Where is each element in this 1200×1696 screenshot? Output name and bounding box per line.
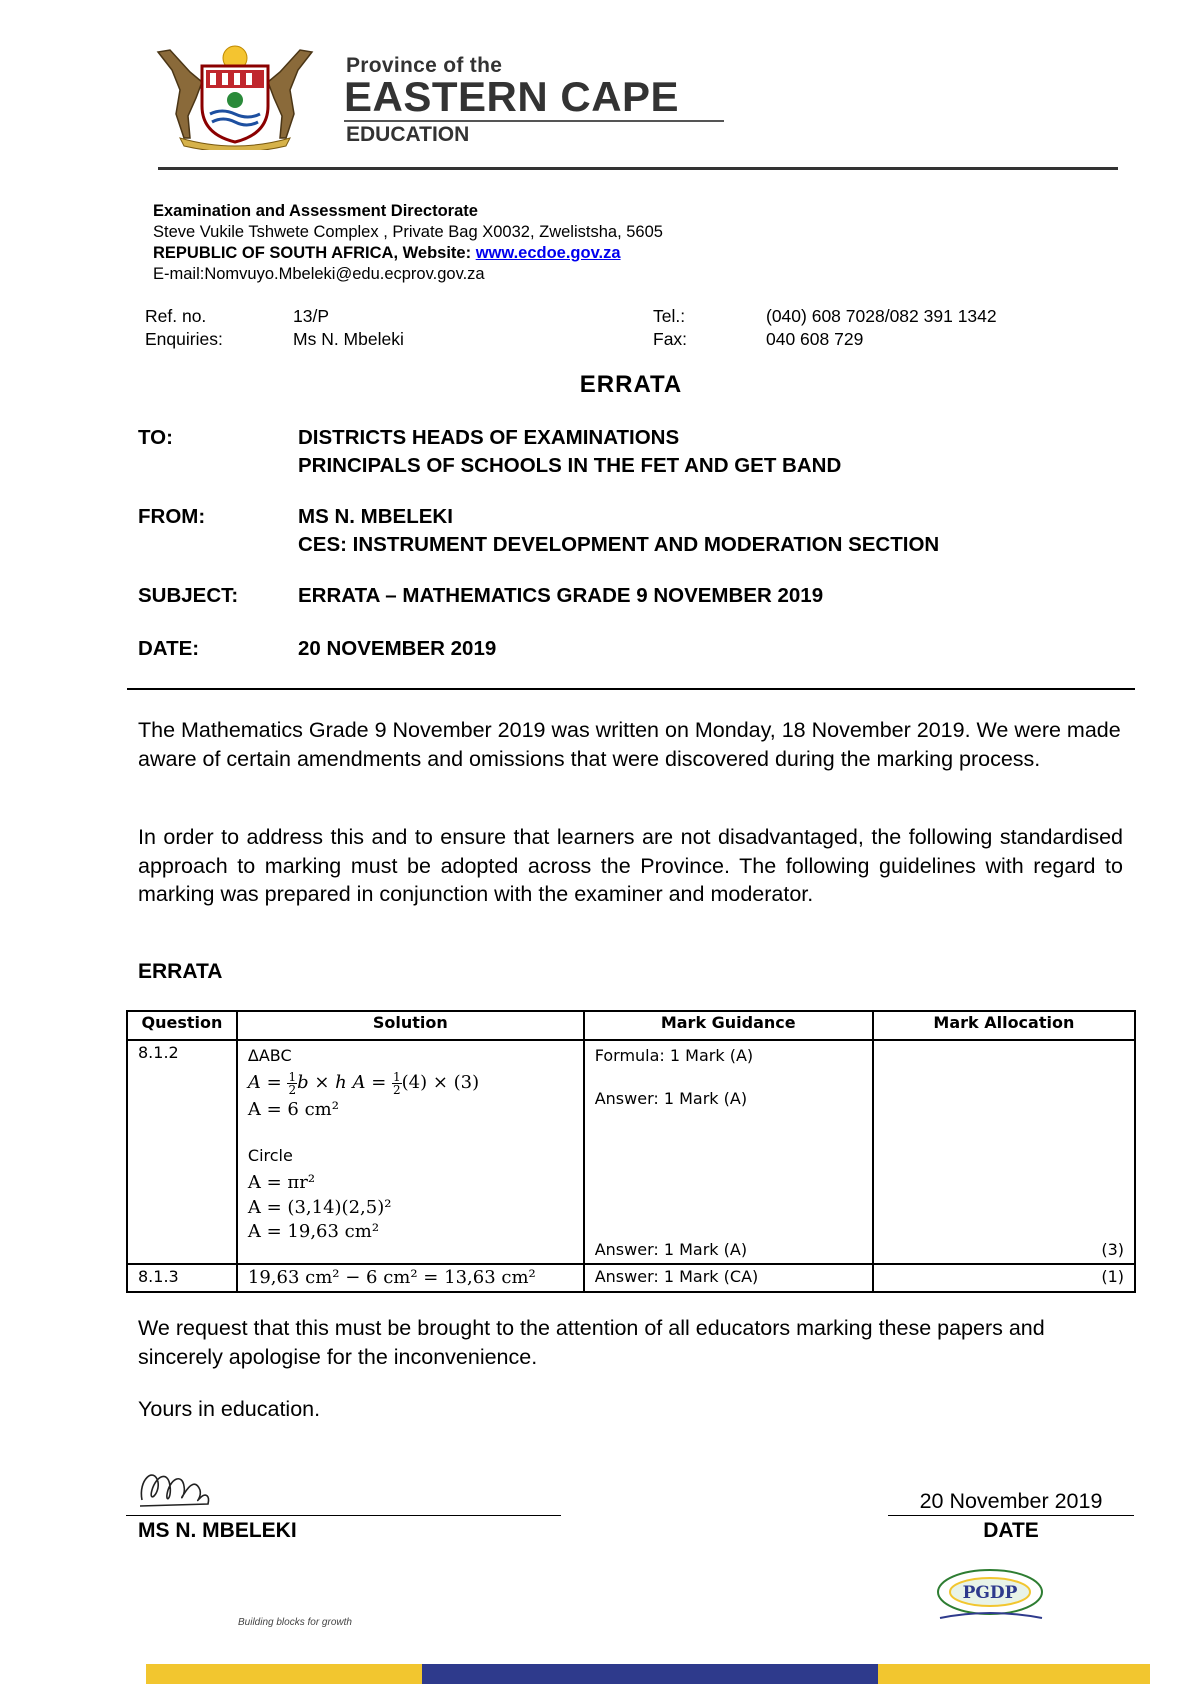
to-line-2: PRINCIPALS OF SCHOOLS IN THE FET AND GET BAND <box>298 454 842 477</box>
header-solution: Solution <box>237 1011 584 1040</box>
ref-value: 13/P <box>293 306 329 326</box>
allocation-value: (3) <box>1101 1240 1124 1259</box>
guidance-cell <box>584 1040 873 1264</box>
table-row <box>127 1264 1135 1292</box>
province-of-label: Province of the <box>346 54 503 77</box>
ref-values <box>293 305 404 351</box>
footer-bar-blue <box>422 1664 878 1684</box>
signed-date: 20 November 2019 <box>919 1489 1103 1513</box>
signature-line <box>126 1515 561 1516</box>
date-value: 20 NOVEMBER 2019 <box>298 637 497 660</box>
date-line <box>888 1515 1134 1516</box>
header-mark-allocation: Mark Allocation <box>873 1011 1135 1040</box>
allocation-cell <box>873 1040 1135 1264</box>
from-label: FROM: <box>138 505 206 528</box>
solution-cell <box>237 1264 584 1292</box>
table-row <box>127 1040 1135 1264</box>
allocation-cell: (1) <box>873 1264 1135 1292</box>
to-line-1: DISTRICTS HEADS OF EXAMINATIONS <box>298 426 680 449</box>
email-address: E-mail:Nomvuyo.Mbeleki@edu.ecprov.gov.za <box>153 265 485 283</box>
document-title: ERRATA <box>579 371 683 398</box>
circle-area-formula: A = πr² <box>247 1172 316 1193</box>
difference-solution: 19,63 cm² − 6 cm² = 13,63 cm² <box>247 1267 536 1288</box>
handwritten-signature <box>134 1460 224 1516</box>
approach-paragraph: In order to address this and to ensure that learners are not disadvantaged, the following standardised approach to marking must be adopted across the Province. The following guidelines with regard to marking was prepared in conjunction with the examiner and moderator. <box>138 825 1123 906</box>
request-paragraph: We request that this must be brought to the attention of all educators marking these papers and sincerely apologise for the inconvenience. <box>138 1316 1045 1369</box>
coat-of-arms-logo <box>150 42 320 150</box>
errata-section-title: ERRATA <box>138 960 223 983</box>
ref-label: Ref. no. <box>145 306 207 326</box>
guidance-answer: Answer: 1 Mark (A) <box>594 1240 748 1259</box>
pgdp-logo <box>930 1568 1050 1624</box>
footer-bar-yellow-right <box>878 1664 1150 1684</box>
to-recipients <box>298 424 841 480</box>
footer-tagline: Building blocks for growth <box>238 1617 352 1628</box>
solution-cell <box>237 1040 584 1264</box>
circle-area-substitution: A = (3,14)(2,5)² <box>247 1197 392 1218</box>
signed-date-label: DATE <box>983 1519 1039 1542</box>
country-line <box>153 243 663 264</box>
errata-table <box>126 1010 1136 1293</box>
header-rule <box>158 167 1118 170</box>
closing-line: Yours in education. <box>138 1397 321 1421</box>
to-label: TO: <box>138 426 173 449</box>
pgdp-logo-text: PGDP <box>962 1583 1018 1603</box>
intro-paragraph: The Mathematics Grade 9 November 2019 was written on Monday, 18 November 2019. We were made aware of certain amendments and omissions that were discovered during the marking process. <box>138 718 1121 771</box>
enquiries-value: Ms N. Mbeleki <box>293 329 404 349</box>
from-sender <box>298 503 939 559</box>
footer-bar-yellow-left <box>146 1664 422 1684</box>
triangle-area-result: A = 6 cm² <box>247 1099 339 1120</box>
guidance-formula: Formula: 1 Mark (A) <box>594 1046 754 1065</box>
fax-value: 040 608 729 <box>766 329 864 349</box>
subject-label: SUBJECT: <box>138 584 239 607</box>
address-block <box>153 201 663 285</box>
street-address: Steve Vukile Tshwete Complex , Private Bag X0032, Zwelistsha, 5605 <box>153 223 663 241</box>
country-prefix: REPUBLIC OF SOUTH AFRICA, Website: <box>153 244 476 262</box>
circle-label: Circle <box>247 1146 293 1165</box>
circle-area-result: A = 19,63 cm² <box>247 1221 380 1242</box>
website-link[interactable]: www.ecdoe.gov.za <box>475 244 621 262</box>
from-line-1: MS N. MBELEKI <box>298 505 453 528</box>
department-name: EDUCATION <box>346 123 470 146</box>
triangle-area-formula: A = $\frac{1}{2}$ b × h A = $\frac{1}{2}$ (4) × (3) <box>247 1069 480 1097</box>
logo-divider <box>344 120 724 122</box>
body-rule <box>127 688 1135 690</box>
question-cell: 8.1.2 <box>127 1040 237 1264</box>
triangle-label: ΔABC <box>247 1046 292 1065</box>
guidance-answer: Answer: 1 Mark (A) <box>594 1089 748 1108</box>
enquiries-label: Enquiries: <box>145 329 223 349</box>
from-line-2: CES: INSTRUMENT DEVELOPMENT AND MODERATION SECTION <box>298 533 940 556</box>
province-name: EASTERN CAPE <box>344 73 680 120</box>
question-cell: 8.1.3 <box>127 1264 237 1292</box>
tel-label: Tel.: <box>653 306 686 326</box>
contact-values <box>766 305 997 351</box>
contact-labels <box>653 305 687 351</box>
table-header-row <box>127 1011 1135 1040</box>
directorate-name: Examination and Assessment Directorate <box>153 202 478 220</box>
tel-value: (040) 608 7028/082 391 1342 <box>766 306 997 326</box>
header-question: Question <box>127 1011 237 1040</box>
guidance-cell: Answer: 1 Mark (CA) <box>584 1264 873 1292</box>
signatory-name: MS N. MBELEKI <box>138 1519 297 1542</box>
fax-label: Fax: <box>653 329 688 349</box>
ref-labels <box>145 305 223 351</box>
header-mark-guidance: Mark Guidance <box>584 1011 873 1040</box>
date-label: DATE: <box>138 637 200 660</box>
subject-value: ERRATA – MATHEMATICS GRADE 9 NOVEMBER 2019 <box>298 584 824 607</box>
